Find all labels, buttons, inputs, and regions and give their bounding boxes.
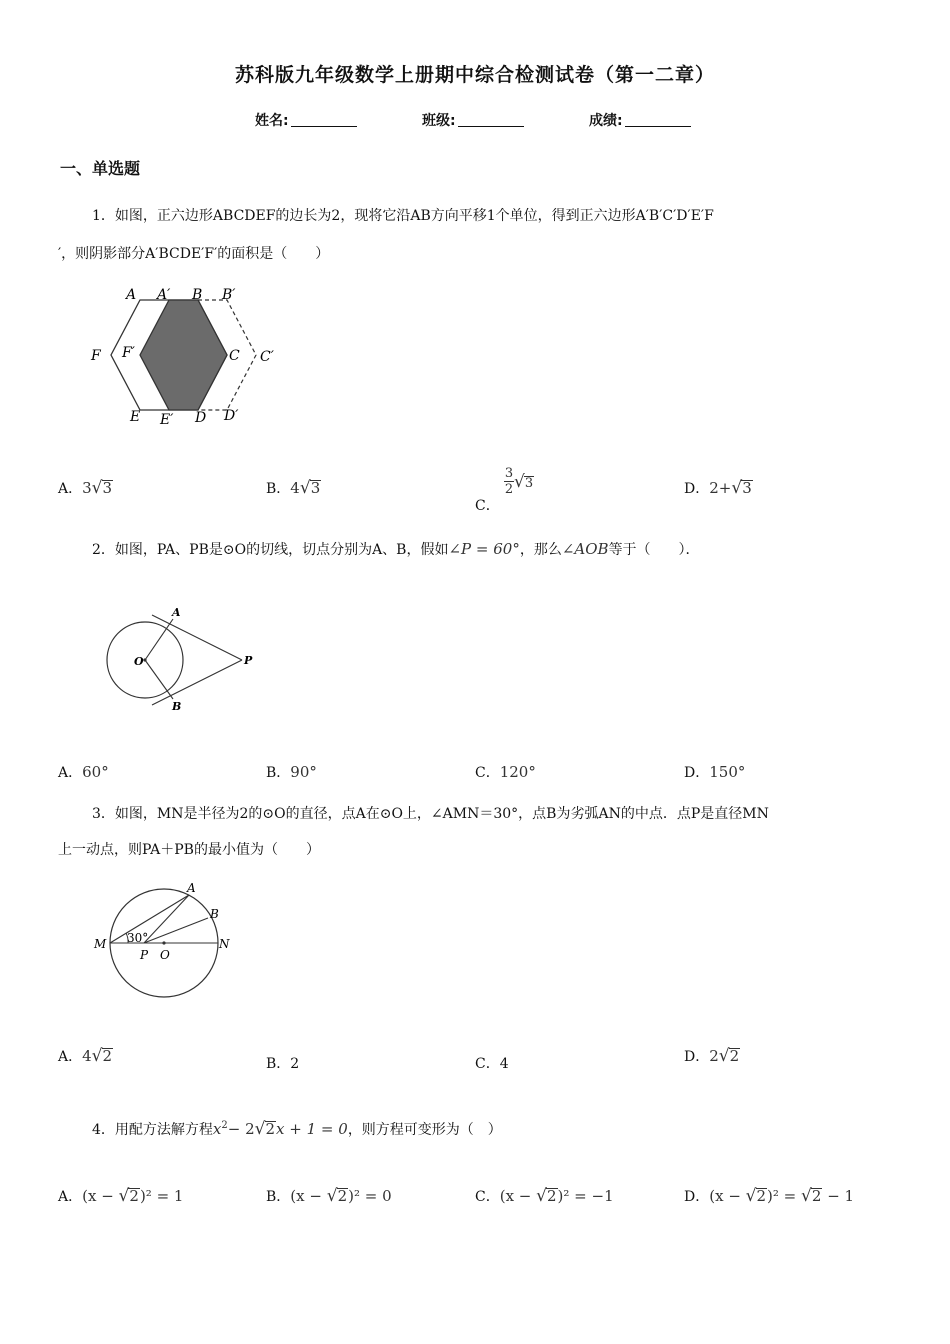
q2-option-c[interactable]: C．120° <box>475 763 536 781</box>
label-A: A <box>187 881 196 895</box>
q3-option-b[interactable]: B．2 <box>266 1056 300 1072</box>
section-title: 一、单选题 <box>60 159 141 178</box>
question-3-circle-figure <box>88 880 248 1005</box>
class-field <box>422 110 524 130</box>
q3-option-a[interactable]: A．4√2 <box>58 1046 113 1066</box>
q2-option-d[interactable]: D．150° <box>684 763 746 781</box>
q1-option-c[interactable]: C． <box>475 498 500 514</box>
label-E-prime: E′ <box>160 412 174 428</box>
q1-option-d[interactable]: D．2+√3 <box>684 478 752 498</box>
question-2-text: 2．如图，PA、PB是⊙O的切线，切点分别为A、B，假如∠P = 60°，那么∠AOB等于（ ）． <box>92 540 700 558</box>
label-O: O <box>160 948 170 962</box>
label-E: E <box>130 409 141 425</box>
q3-option-c[interactable]: C．4 <box>475 1056 509 1072</box>
q1-option-c-value: 3 2 √3 <box>504 466 534 497</box>
q4-option-c[interactable]: C．(x − √2)² = −1 <box>475 1186 614 1206</box>
label-F: F <box>91 348 101 364</box>
label-O: O <box>134 655 144 668</box>
label-30-degrees: 30° <box>127 931 149 945</box>
q1-option-b[interactable]: B．4√3 <box>266 478 321 498</box>
radius-ob <box>145 660 173 699</box>
label-B-prime: B′ <box>222 287 236 303</box>
label-A: A <box>126 287 137 303</box>
equation: $x^2- 2√2x + 1 = 0$ <box>212 1119 348 1139</box>
class-label: 班级: <box>422 113 456 129</box>
label-C: C <box>229 348 240 364</box>
q4-option-b[interactable]: B．(x − √2)² = 0 <box>266 1186 392 1206</box>
q4-option-d[interactable]: D．(x − √2)² = √2 − 1 <box>684 1186 855 1206</box>
fraction-numerator: 3 <box>504 466 514 481</box>
segment-pa <box>144 895 189 943</box>
label-N: N <box>219 937 230 951</box>
question-3-line-2: 上一动点，则PA＋PB的最小值为（ ） <box>58 842 320 858</box>
question-1-line-2: ′，则阴影部分A′BCDE′F′的面积是（ ） <box>58 246 330 262</box>
shaded-region <box>140 300 227 410</box>
label-P: P <box>140 948 149 962</box>
name-blank <box>291 112 357 127</box>
label-B: B <box>172 700 182 713</box>
segment-pb <box>144 918 208 943</box>
class-blank <box>458 112 524 127</box>
chord-ma <box>110 895 189 943</box>
score-field <box>589 110 691 130</box>
angle-p-expression: ∠P = 60° <box>448 540 520 558</box>
question-4-text: 4．用配方法解方程$x^2- 2√2x + 1 = 0$，则方程可变形为（ ） <box>92 1119 502 1139</box>
angle-aob-expression: ∠AOB <box>561 540 609 558</box>
q2-option-b[interactable]: B．90° <box>266 763 317 781</box>
label-M: M <box>94 937 107 951</box>
label-B: B <box>192 287 203 303</box>
fraction-denominator: 2 <box>504 482 514 497</box>
question-1-hexagon-figure <box>82 282 292 432</box>
name-label: 姓名: <box>255 113 289 129</box>
label-D-prime: D′ <box>224 408 239 424</box>
label-A-prime: A′ <box>157 287 171 303</box>
score-blank <box>625 112 691 127</box>
question-1-line-1: 1．如图，正六边形ABCDEF的边长为2，现将它沿AB方向平移1个单位，得到正六边形A′B′C′D′E′F <box>92 208 714 224</box>
label-P: P <box>244 654 253 667</box>
tangent-pb <box>152 660 242 705</box>
center-dot <box>162 941 165 944</box>
q2-option-a[interactable]: A．60° <box>58 763 109 781</box>
center-dot <box>143 658 146 661</box>
name-field <box>255 110 357 130</box>
tangent-pa <box>152 615 242 660</box>
label-C-prime: C′ <box>260 349 274 365</box>
q1-option-a[interactable]: A．3√3 <box>58 478 113 498</box>
question-2-circle-figure <box>100 600 270 720</box>
label-A: A <box>172 606 181 619</box>
label-D: D <box>195 410 207 426</box>
q3-option-d[interactable]: D．2√2 <box>684 1046 740 1066</box>
label-F-prime: F′ <box>122 345 135 361</box>
question-3-line-1: 3．如图，MN是半径为2的⊙O的直径，点A在⊙O上，∠AMN＝30°，点B为劣弧AN的中点．点P是直径MN <box>92 806 769 822</box>
label-B: B <box>210 907 219 921</box>
score-label: 成绩: <box>589 113 623 129</box>
page-title: 苏科版九年级数学上册期中综合检测试卷（第一二章） <box>234 64 715 86</box>
q4-option-a[interactable]: A．(x − √2)² = 1 <box>58 1186 184 1206</box>
